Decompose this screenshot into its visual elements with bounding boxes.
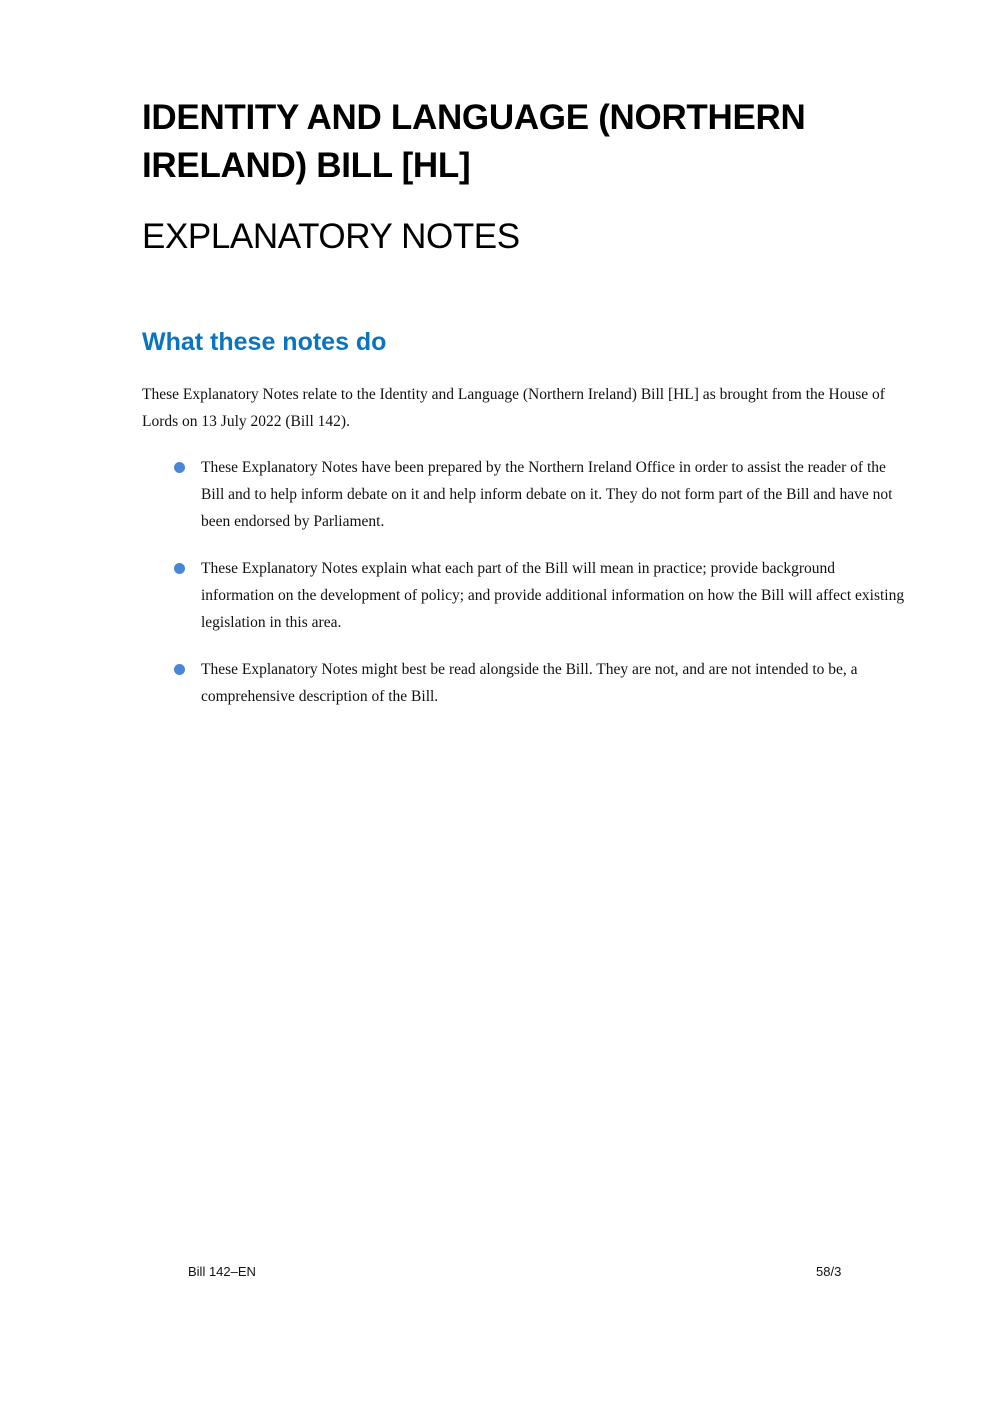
bullet-item — [142, 555, 912, 636]
bill-title — [142, 94, 902, 190]
bullet-text: These Explanatory Notes have been prepared by the Northern Ireland Office in order to assist the reader of the Bill and to help inform debate on it and help inform debate on it. They do not form part of the Bill and have not been endorsed by Parliament. — [201, 459, 893, 530]
document-subtitle: EXPLANATORY NOTES — [142, 217, 520, 256]
section-heading: What these notes do — [142, 328, 387, 356]
bullet-text: These Explanatory Notes explain what each part of the Bill will mean in practice; provide background information on the development of policy; and provide additional information on how the Bill will affect existing legislation in this area. — [201, 560, 905, 631]
bullet-list — [142, 454, 912, 730]
bullet-item — [142, 656, 912, 710]
footer-bill-reference: Bill 142–EN — [188, 1264, 256, 1279]
bullet-dot-icon — [174, 664, 185, 675]
footer-print-number: 58/3 — [816, 1264, 842, 1279]
bullet-dot-icon — [174, 462, 185, 473]
intro-paragraph: These Explanatory Notes relate to the Identity and Language (Northern Ireland) Bill [HL] as brought from the House of Lords on 13 July 2022 (Bill 142). — [142, 386, 885, 430]
bullet-item — [142, 454, 912, 535]
bill-title-line2: IRELAND) BILL [HL] — [142, 146, 471, 185]
bullet-text: These Explanatory Notes might best be read alongside the Bill. They are not, and are not intended to be, a comprehensive description of the Bill. — [201, 661, 858, 705]
bill-title-line1: IDENTITY AND LANGUAGE (NORTHERN — [142, 98, 806, 137]
bullet-dot-icon — [174, 563, 185, 574]
